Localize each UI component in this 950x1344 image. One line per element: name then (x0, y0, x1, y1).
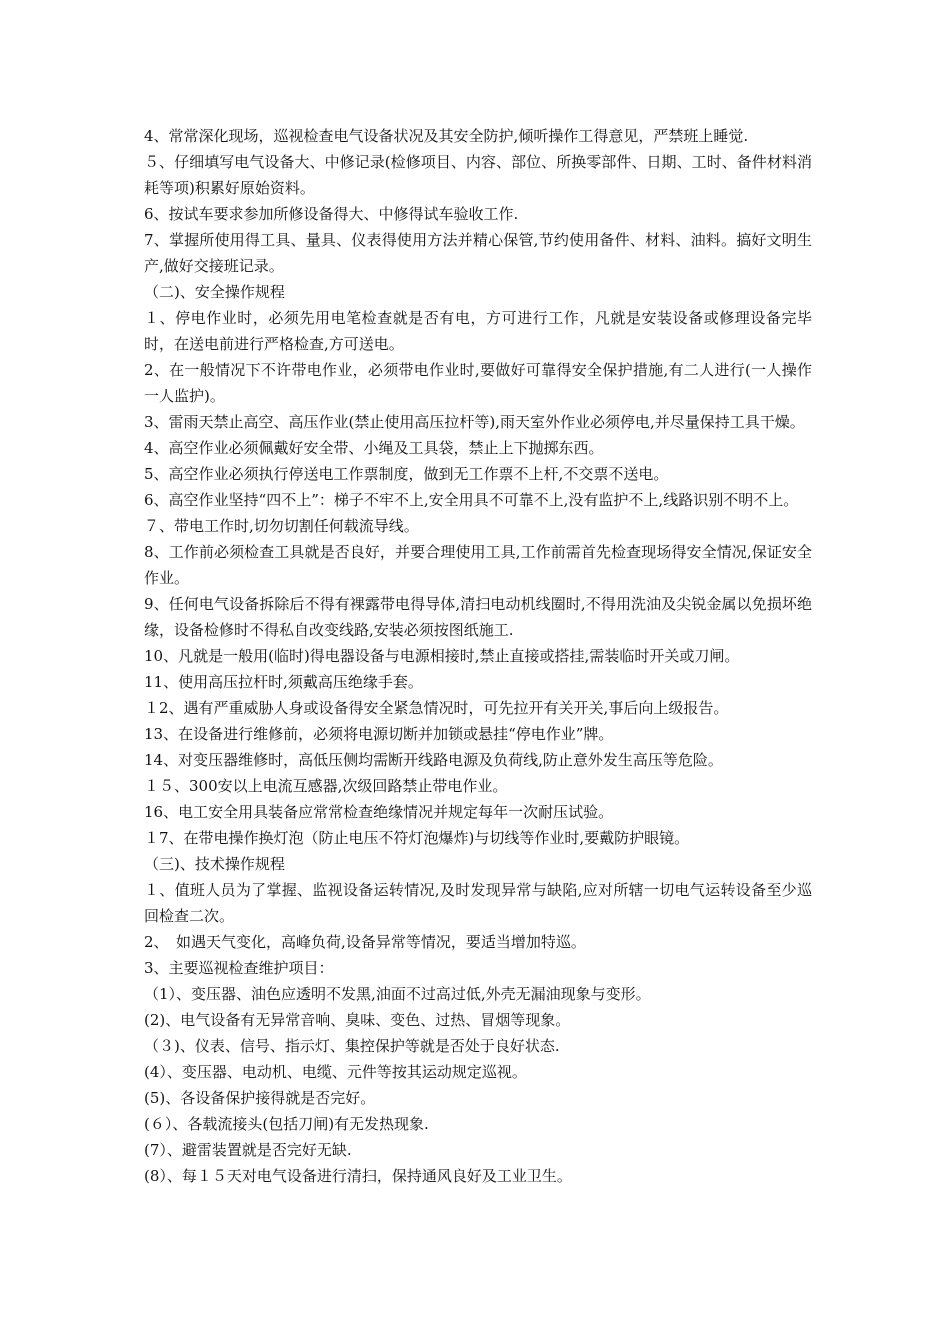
paragraph: １、停电作业时，必须先用电笔检查就是否有电，方可进行工作，凡就是安装设备或修理设备完毕时，在送电前进行严格检查,方可送电。 (144, 309, 812, 353)
paragraph: １2、遇有严重威胁人身或设备得安全紧急情况时，可先拉开有关开关,事后向上级报告。 (144, 699, 729, 717)
paragraph: 6、高空作业坚持“四不上”：梯子不牢不上,安全用具不可靠不上,没有监护不上,线路识别不明不上。 (144, 491, 799, 509)
paragraph: 6、按试车要求参加所修设备得大、中修得试车验收工作. (144, 205, 519, 223)
paragraph: (7）、避雷装置就是否完好无缺. (144, 1141, 352, 1159)
paragraph: １7、在带电操作换灯泡（防止电压不符灯泡爆炸)与切线等作业时,要戴防护眼镜。 (144, 829, 690, 847)
document-body (144, 123, 812, 1189)
paragraph: (2)、电气设备有无异常音响、臭味、变色、过热、冒烟等现象。 (144, 1011, 571, 1029)
paragraph: （３)、仪表、信号、指示灯、集控保护等就是否处于良好状态. (144, 1037, 560, 1055)
paragraph: 3、雷雨天禁止高空、高压作业(禁止使用高压拉杆等),雨天室外作业必须停电,并尽量保持工具干燥。 (144, 413, 805, 431)
paragraph: 4、高空作业必须佩戴好安全带、小绳及工具袋，禁止上下抛掷东西。 (144, 439, 604, 457)
paragraph: １５、300安以上电流互感器,次级回路禁止带电作业。 (144, 777, 508, 795)
paragraph: ７、带电工作时,切勿切割任何载流导线。 (144, 517, 419, 535)
paragraph: 7、掌握所使用得工具、量具、仪表得使用方法并精心保管,节约使用备件、材料、油料。搞好文明生产,做好交接班记录。 (144, 231, 812, 275)
paragraph: (5)、各设备保护接得就是否完好。 (144, 1089, 376, 1107)
paragraph: 5、高空作业必须执行停送电工作票制度，做到无工作票不上杆,不交票不送电。 (144, 465, 669, 483)
paragraph: ５、仔细填写电气设备大、中修记录(检修项目、内容、部位、所换零部件、日期、工时、备件材料消耗等项)积累好原始资料。 (144, 153, 812, 197)
paragraph: (8）、每１５天对电气设备进行清扫，保持通风良好及工业卫生。 (144, 1167, 572, 1185)
paragraph: 2、 如遇天气变化，高峰负荷,设备异常等情况，要适当增加特巡。 (144, 933, 586, 951)
paragraph: 16、电工安全用具装备应常常检查绝缘情况并规定每年一次耐压试验。 (144, 803, 614, 821)
section-heading: （二)、安全操作规程 (144, 283, 285, 301)
paragraph: 13、在设备进行维修前，必须将电源切断并加锁或悬挂“停电作业”牌。 (144, 725, 614, 743)
paragraph: (６）、各载流接头(包括刀闸)有无发热现象. (144, 1115, 429, 1133)
paragraph: 11、使用高压拉杆时,须戴高压绝缘手套。 (144, 673, 423, 691)
paragraph: １、值班人员为了掌握、监视设备运转情况,及时发现异常与缺陷,应对所辖一切电气运转设备至少巡回检查二次。 (144, 881, 812, 925)
paragraph: 14、对变压器维修时，高低压侧均需断开线路电源及负荷线,防止意外发生高压等危险。 (144, 751, 723, 769)
paragraph: 4、常常深化现场，巡视检查电气设备状况及其安全防护,倾听操作工得意见，严禁班上睡觉. (144, 127, 749, 145)
paragraph: 3、主要巡视检查维护项目： (144, 959, 334, 977)
paragraph: (4）、变压器、电动机、电缆、元件等按其运动规定巡视。 (144, 1063, 527, 1081)
section-heading: （三)、技术操作规程 (144, 855, 285, 873)
paragraph: 10、凡就是一般用(临时)得电器设备与电源相接时,禁止直接或搭挂,需装临时开关或刀闸。 (144, 647, 740, 665)
paragraph: 2、在一般情况下不许带电作业，必须带电作业时,要做好可靠得安全保护措施,有二人进行(一人操作一人监护)。 (144, 361, 812, 405)
paragraph: 9、任何电气设备拆除后不得有裸露带电得导体,清扫电动机线圈时,不得用洗油及尖锐金属以免损坏绝缘，设备检修时不得私自改变线路,安装必须按图纸施工. (144, 595, 812, 639)
paragraph: 8、工作前必须检查工具就是否良好，并要合理使用工具,工作前需首先检查现场得安全情况,保证安全作业。 (144, 543, 812, 587)
paragraph: （1）、变压器、油色应透明不发黑,油面不过高过低,外壳无漏油现象与变形。 (144, 985, 651, 1003)
